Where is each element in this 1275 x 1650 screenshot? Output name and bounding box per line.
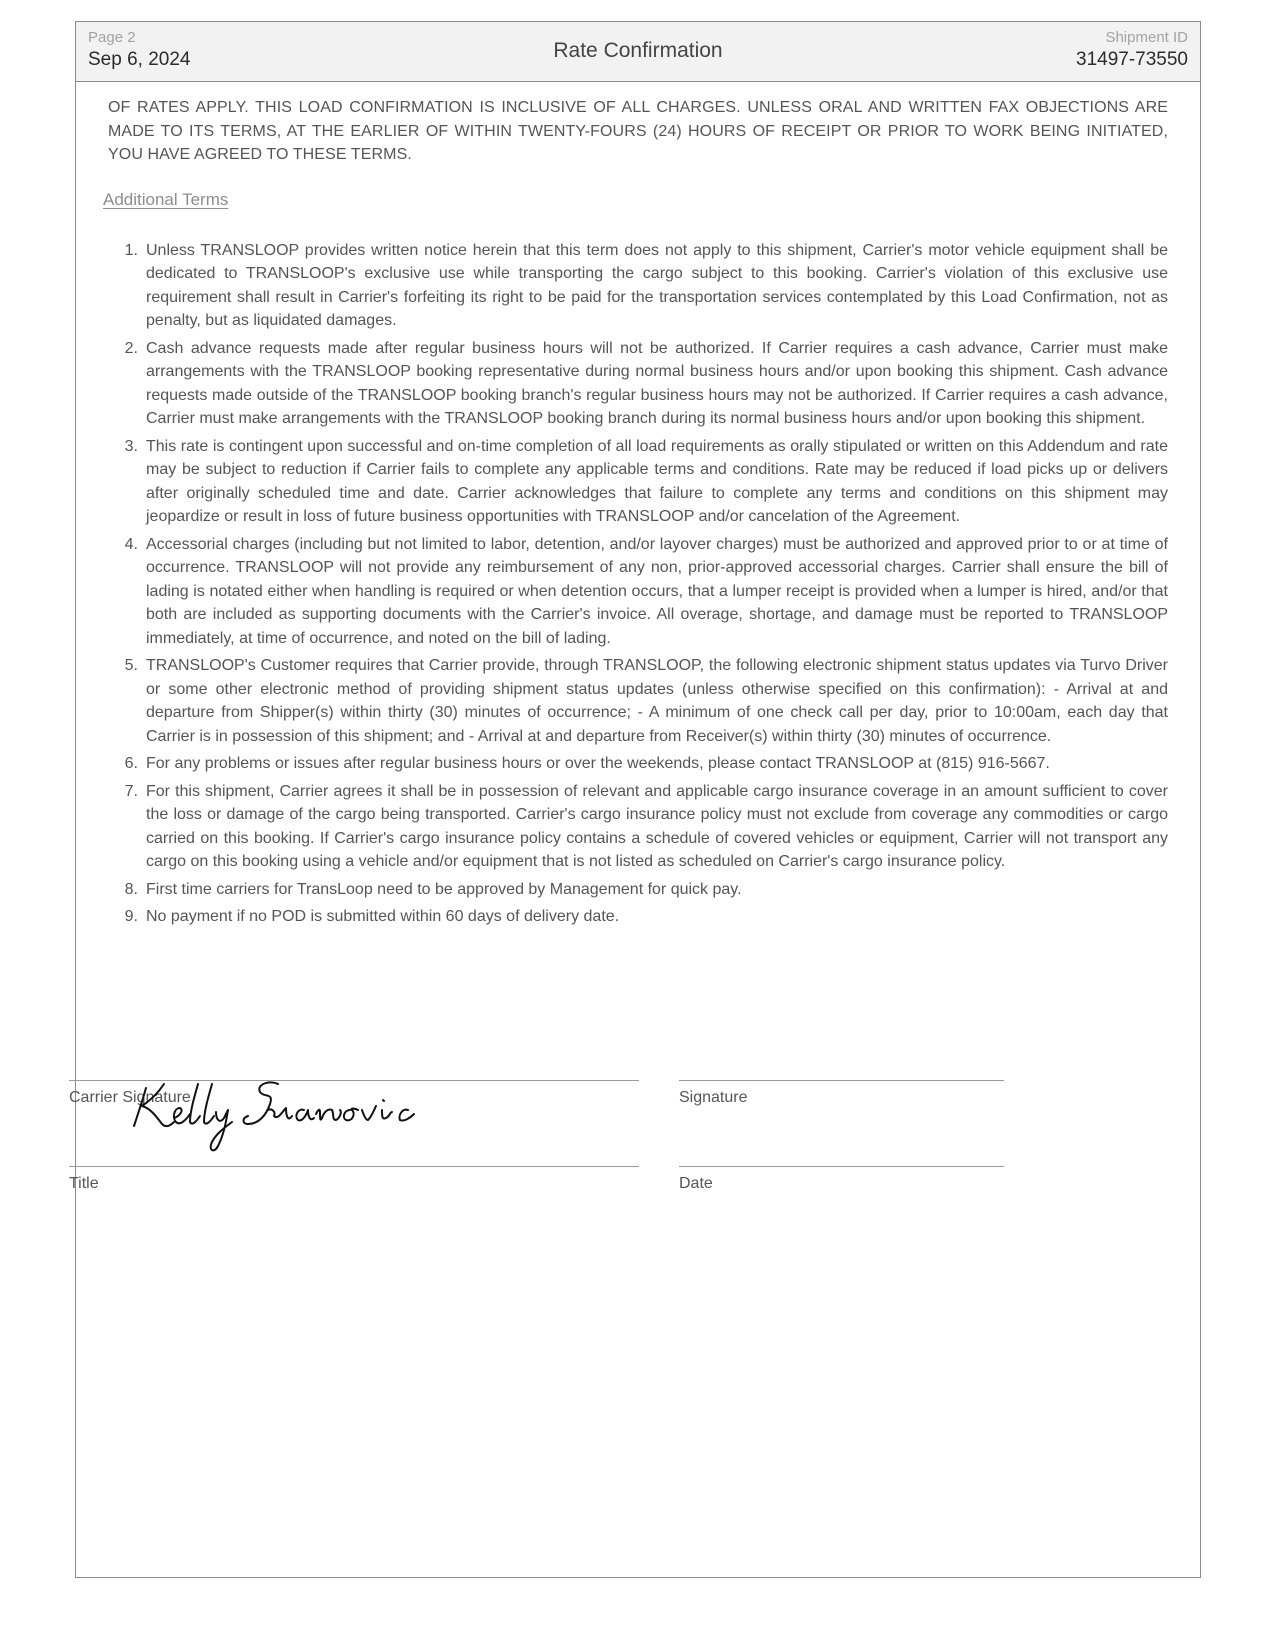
date-line xyxy=(679,1166,1004,1167)
term-item xyxy=(108,905,1168,929)
term-number: 6. xyxy=(124,755,138,772)
page-number: Page 2 xyxy=(88,29,136,46)
term-number: 4. xyxy=(124,535,138,553)
term-number: 5. xyxy=(124,657,138,674)
term-item xyxy=(108,654,1168,748)
term-number: 2. xyxy=(124,339,138,357)
term-item xyxy=(108,878,1168,902)
term-text: For any problems or issues after regular business hours or over the weekends, please contact TRANSLOOP at (815) 916-5667. xyxy=(146,755,1050,772)
additional-terms-heading: Additional Terms xyxy=(103,189,229,209)
shipment-id-label: Shipment ID xyxy=(1105,29,1188,46)
document-date: Sep 6, 2024 xyxy=(88,49,191,70)
term-text: Accessorial charges (including but not limited to labor, detention, and/or layover charges) must be authorized and approved prior to or at time of occurrence. TRANSLOOP will not provide any reimbursement of any non, prior-approved accessorial charges. Carrier shall ensure the bill of lading is notated either when handling is required or when detention occurs, that a lumper receipt is provided when a lumper is hired, and/or that both are included as supporting documents with the Carrier's invoice. All overage, shortage, and damage must be reported to TRANSLOOP immediately, at time of occurrence, and noted on the bill of lading. xyxy=(146,535,1168,647)
term-text: TRANSLOOP's Customer requires that Carrier provide, through TRANSLOOP, the following electronic shipment status updates via Turvo Driver or some other electronic method of providing shipment status updates (unless otherwise specified on this confirmation): - Arrival at and departure from Shipper(s) within thirty (30) minutes of occurrence; - A minimum of one check call per day, prior to 10:00am, each day that Carrier is in possession of this shipment; and - Arrival at and departure from Receiver(s) within thirty (30) minutes of occurrence. xyxy=(146,657,1168,745)
intro-paragraph: OF RATES APPLY. THIS LOAD CONFIRMATION IS INCLUSIVE OF ALL CHARGES. UNLESS ORAL AND WRITTEN FAX OBJECTIONS ARE MADE TO ITS TERMS, AT THE EARLIER OF WITHIN TWENTY-FOURS (24) HOURS OF RECEIPT OR PRIOR TO WORK BEING INITIATED, YOU HAVE AGREED TO THESE TERMS. xyxy=(108,99,1168,163)
term-text: Cash advance requests made after regular business hours will not be authorized. If Carrier requires a cash advance, Carrier must make arrangements with the TRANSLOOP booking representative during normal business hours and/or upon booking this shipment. Cash advance requests made outside of the TRANSLOOP booking branch's regular business hours may not be authorized. If Carrier requires a cash advance, Carrier must make arrangements with the TRANSLOOP booking branch during its normal business hours and/or upon booking this shipment. xyxy=(146,339,1168,427)
term-text: No payment if no POD is submitted within 60 days of delivery date. xyxy=(146,908,620,925)
term-text: This rate is contingent upon successful and on-time completion of all load requirements as orally stipulated or written on this Addendum and rate may be subject to reduction if Carrier fails to complete any applicable terms and conditions. Rate may be reduced if load picks up or delivers after originally scheduled time and date. Carrier acknowledges that failure to complete any terms and conditions on this shipment may jeopardize or result in loss of future business opportunities with TRANSLOOP and/or cancelation of the Agreement. xyxy=(146,437,1168,525)
term-number: 3. xyxy=(124,437,138,455)
term-item xyxy=(108,435,1168,529)
term-number: 1. xyxy=(124,241,138,259)
header-right xyxy=(1076,29,1188,73)
term-item xyxy=(108,533,1168,651)
title-line xyxy=(69,1166,639,1167)
page-frame xyxy=(75,21,1201,1578)
handwritten-signature xyxy=(128,1062,448,1152)
carrier-signature-label: Carrier Signature xyxy=(69,1089,191,1106)
term-item xyxy=(108,239,1168,333)
term-number: 7. xyxy=(124,782,138,800)
signature-label: Signature xyxy=(679,1089,748,1106)
page-header xyxy=(76,22,1200,82)
term-item xyxy=(108,752,1168,776)
term-number: 9. xyxy=(124,908,138,925)
document-title: Rate Confirmation xyxy=(553,39,723,62)
term-text: For this shipment, Carrier agrees it shall be in possession of relevant and applicable cargo insurance coverage in an amount sufficient to cover the loss or damage of the cargo being transported. Carrier's cargo insurance policy must not exclude from coverage any commodities or cargo carried on this booking. If Carrier's cargo insurance policy contains a schedule of covered vehicles or equipment, Carrier will not transport any cargo on this booking using a vehicle and/or equipment that is not listed as scheduled on Carrier's cargo insurance policy. xyxy=(146,782,1168,870)
term-text: First time carriers for TransLoop need to be approved by Management for quick pay. xyxy=(146,880,742,898)
document-body xyxy=(103,96,1168,933)
title-label: Title xyxy=(69,1175,99,1192)
shipment-id: 31497-73550 xyxy=(1076,49,1188,70)
signature-line xyxy=(679,1080,1004,1081)
additional-terms-list xyxy=(108,239,1168,929)
term-item xyxy=(108,337,1168,431)
term-item xyxy=(108,780,1168,874)
term-text: Unless TRANSLOOP provides written notice herein that this term does not apply to this shipment, Carrier's motor vehicle equipment shall be dedicated to TRANSLOOP's exclusive use while transporting the cargo subject to this booking. Carrier's violation of this exclusive use requirement shall result in Carrier's forfeiting its right to be paid for the transportation services contemplated by this Load Confirmation, not as penalty, but as liquidated damages. xyxy=(146,241,1168,329)
term-number: 8. xyxy=(124,880,138,898)
date-label: Date xyxy=(679,1175,713,1192)
